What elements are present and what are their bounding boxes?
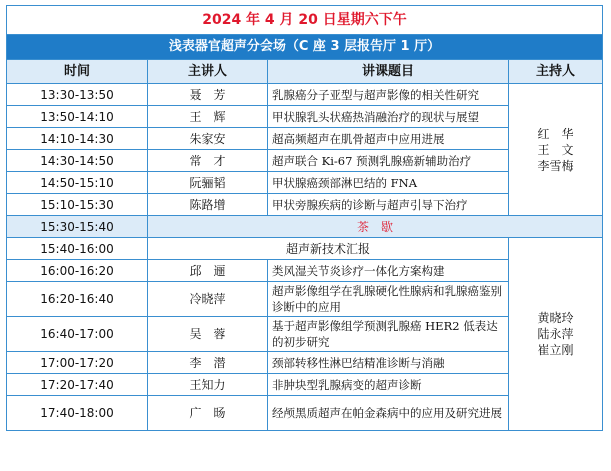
topic-cell: 颈部转移性淋巴结精准诊断与消融: [268, 352, 509, 374]
time-cell: 16:00-16:20: [7, 260, 148, 282]
host-name: 红 华: [537, 126, 574, 141]
session2-hosts: [509, 238, 603, 431]
time-cell: 15:10-15:30: [7, 194, 148, 216]
host-name: 陆永萍: [537, 327, 574, 341]
speaker-cell: 朱家安: [148, 128, 268, 150]
host-name: 黄晓玲: [537, 311, 574, 325]
host-name: 王 文: [537, 142, 574, 157]
column-header-row: [7, 60, 603, 84]
time-cell: 14:10-14:30: [7, 128, 148, 150]
speaker-cell: 广 旸: [148, 396, 268, 431]
topic-cell: 超声联合 Ki-67 预测乳腺癌新辅助治疗: [268, 150, 509, 172]
schedule-table: [6, 5, 603, 431]
time-cell: 17:40-18:00: [7, 396, 148, 431]
date-row: [7, 6, 603, 35]
topic-cell: 甲状旁腺疾病的诊断与超声引导下治疗: [268, 194, 509, 216]
table-row: [7, 84, 603, 106]
time-cell: 16:40-17:00: [7, 317, 148, 352]
speaker-cell: 邱 逦: [148, 260, 268, 282]
speaker-cell: 李 潜: [148, 352, 268, 374]
break-time: 15:30-15:40: [7, 216, 148, 238]
time-cell: 17:00-17:20: [7, 352, 148, 374]
time-cell: 15:40-16:00: [7, 238, 148, 260]
time-cell: 16:20-16:40: [7, 282, 148, 317]
topic-cell: 甲状腺癌颈部淋巴结的 FNA: [268, 172, 509, 194]
time-cell: 13:30-13:50: [7, 84, 148, 106]
speaker-cell: 王 辉: [148, 106, 268, 128]
time-cell: 13:50-14:10: [7, 106, 148, 128]
topic-cell: 类风湿关节炎诊疗一体化方案构建: [268, 260, 509, 282]
speaker-cell: 陈路增: [148, 194, 268, 216]
topic-cell: 非肿块型乳腺病变的超声诊断: [268, 374, 509, 396]
report-label: 超声新技术汇报: [148, 238, 509, 260]
table-row: [7, 238, 603, 260]
time-cell: 14:30-14:50: [7, 150, 148, 172]
topic-cell: 经颅黑质超声在帕金森病中的应用及研究进展: [268, 396, 509, 431]
speaker-cell: 聂 芳: [148, 84, 268, 106]
time-cell: 14:50-15:10: [7, 172, 148, 194]
speaker-cell: 吴 蓉: [148, 317, 268, 352]
venue-title: 浅表器官超声分会场（C 座 3 层报告厅 1 厅）: [7, 35, 603, 60]
host-name: 崔立刚: [537, 343, 574, 357]
speaker-cell: 阮骊韬: [148, 172, 268, 194]
host-name: 李雪梅: [537, 158, 574, 173]
column-header-host: 主持人: [509, 60, 603, 84]
column-header-speaker: 主讲人: [148, 60, 268, 84]
break-label: 茶 歇: [148, 216, 603, 238]
speaker-cell: 常 才: [148, 150, 268, 172]
topic-cell: 超声影像组学在乳腺硬化性腺病和乳腺癌鉴别诊断中的应用: [268, 282, 509, 317]
topic-cell: 超高频超声在肌骨超声中应用进展: [268, 128, 509, 150]
column-header-topic: 讲课题目: [268, 60, 509, 84]
topic-cell: 基于超声影像组学预测乳腺癌 HER2 低表达的初步研究: [268, 317, 509, 352]
venue-row: [7, 35, 603, 60]
topic-cell: 甲状腺乳头状癌热消融治疗的现状与展望: [268, 106, 509, 128]
topic-cell: 乳腺癌分子亚型与超声影像的相关性研究: [268, 84, 509, 106]
break-row: [7, 216, 603, 238]
column-header-time: 时间: [7, 60, 148, 84]
time-cell: 17:20-17:40: [7, 374, 148, 396]
speaker-cell: 王知力: [148, 374, 268, 396]
session-date: 2024 年 4 月 20 日星期六下午: [7, 6, 603, 35]
speaker-cell: 冷晓萍: [148, 282, 268, 317]
session1-hosts: [509, 84, 603, 216]
